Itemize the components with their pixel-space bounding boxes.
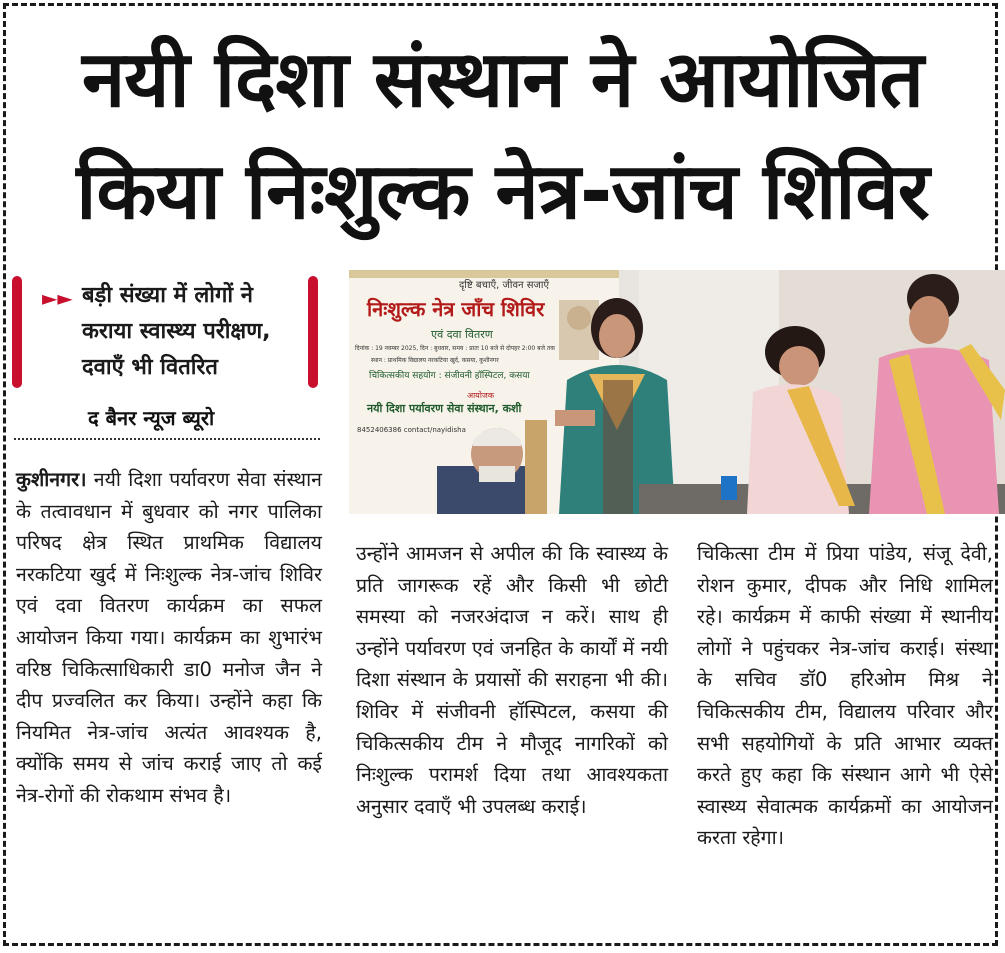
body-column-3: चिकित्सा टीम में प्रिया पांडेय, संजू देवी, रोशन कुमार, दीपक और निधि शामिल रहे। कार्यक्रम में काफी संख्या में स्थानीय लोगों ने पहुंचकर नेत्र-जांच कराई। संस्था के सचिव डॉ0 हरिओम मिश्र ने चिकित्सकीय टीम, विद्यालय परिवार और सभी सहयोगियों के प्रति आभार व्यक्त करते हुए कहा कि संस्थान आगे भी ऐसे स्वास्थ्य सेवात्मक कार्यक्रमों का आयोजन करता रहेगा।	[697, 542, 993, 850]
banner-venue: स्थान : प्राथमिक विद्यालय नरकटिया खुर्द, कसया, कुशीनगर	[371, 357, 499, 364]
deck-box	[12, 276, 318, 388]
banner-support: चिकित्सकीय सहयोग : संजीवनी हॉस्पिटल, कसया	[369, 371, 530, 381]
headline-line-1: नयी दिशा संस्थान ने आयोजित	[81, 35, 924, 125]
body-column-2: उन्होंने आमजन से अपील की कि स्वास्थ्य के प्रति जागरूक रहें और किसी भी छोटी समस्या को नजरअंदाज न करें। साथ ही उन्होंने पर्यावरण एवं जनहित के कार्यों में नयी दिशा संस्थान के प्रयासों की सराहना भी की। शिविर में संजीवनी हॉस्पिटल, कसया की चिकित्सकीय टीम ने मौजूद नागरिकों को निःशुल्क परामर्श दिया तथा आवश्यकता अनुसार दवाएँ भी उपलब्ध कराई।	[356, 542, 668, 818]
banner-contact: 8452406386 contact/nayidisha	[357, 426, 466, 434]
deck-text: बड़ी संख्या में लोगों ने कराया स्वास्थ्य परीक्षण, दवाएँ भी वितरित	[82, 283, 271, 380]
banner-title: निःशुल्क नेत्र जाँच शिविर	[367, 297, 545, 321]
byline: द बैनर न्यूज ब्यूरो	[88, 406, 215, 430]
banner-organizer: नयी दिशा पर्यावरण सेवा संस्थान, कशी	[367, 402, 522, 415]
dateline: कुशीनगर।	[16, 468, 87, 491]
headline-line-2: किया निःशुल्क नेत्र-जांच शिविर	[76, 147, 929, 237]
byline-divider	[14, 438, 320, 440]
body-column-1	[16, 464, 322, 812]
deck-bar-left	[12, 276, 22, 388]
banner-date: दिनांक : 19 नवम्बर 2025, दिन : बुधवार, समय : प्रातः 10 बजे से दोपहर 2:00 बजे तक	[355, 345, 555, 352]
article-photo	[349, 270, 1005, 514]
banner-subtitle: एवं दवा वितरण	[431, 328, 493, 341]
banner-tagline: दृष्टि बचाएँ, जीवन सजाएँ	[459, 280, 550, 291]
deck-bar-right	[308, 276, 318, 388]
body-text-1: नयी दिशा पर्यावरण सेवा संस्थान के तत्वावधान में बुधवार को नगर पालिका परिषद क्षेत्र स्थित प्राथमिक विद्यालय नरकटिया खुर्द में निःशुल्क नेत्र-जांच शिविर एवं दवा वितरण कार्यक्रम का सफल आयोजन किया गया। कार्यक्रम का शुभारंभ वरिष्ठ चिकित्साधिकारी डा0 मनोज जैन ने दीप प्रज्वलित कर किया। उन्होंने कहा कि नियमित नेत्र-जांच अत्यंत आवश्यक है, क्योंकि समय से जांच कराई जाए तो कई नेत्र-रोगों की रोकथाम संभव है।	[16, 468, 322, 807]
banner-organizer-label: आयोजक	[467, 391, 494, 400]
double-arrow-icon: ►►	[42, 286, 73, 310]
